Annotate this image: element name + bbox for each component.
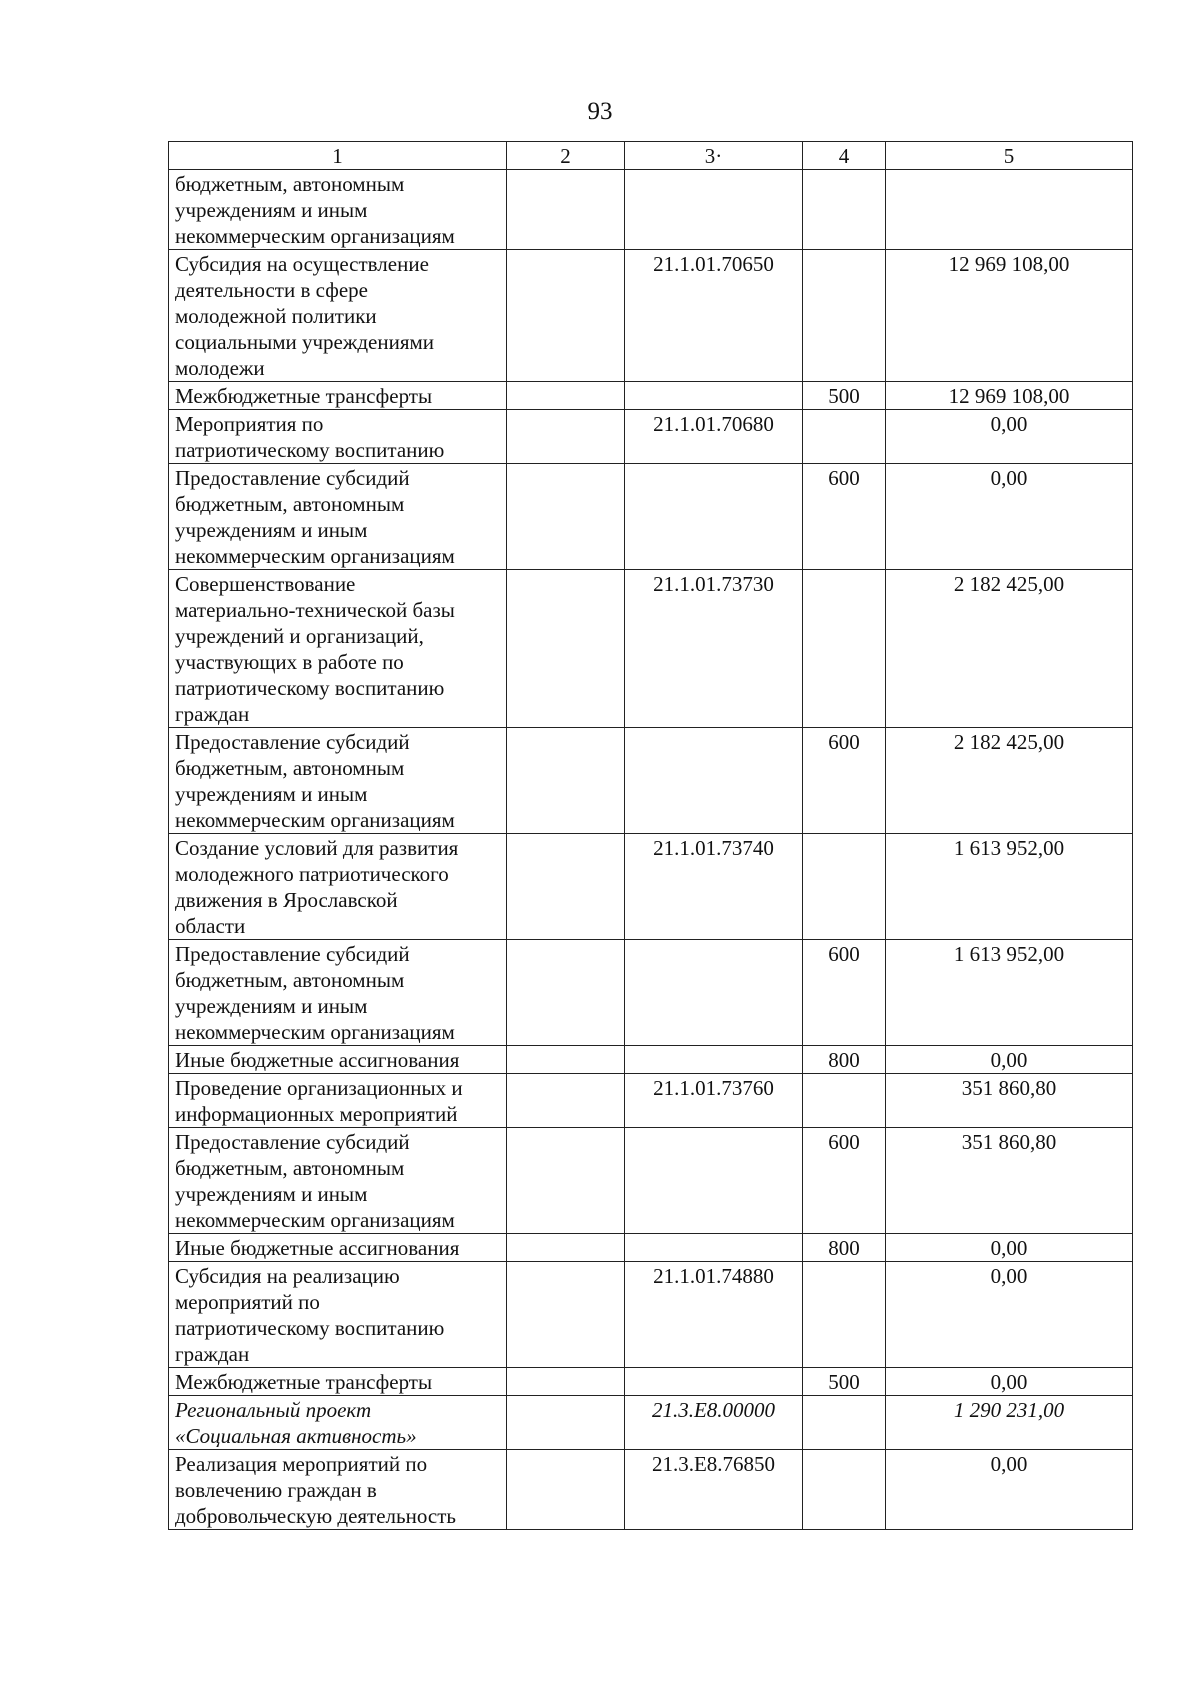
row-name-cell: Субсидия на осуществление деятельности в сфере молодежной политики социальными учреждениями молодежи bbox=[169, 250, 507, 382]
row-code-cell bbox=[625, 382, 803, 410]
row-code-cell: 21.1.01.70650 bbox=[625, 250, 803, 382]
table-row bbox=[169, 410, 1133, 464]
row-code-cell bbox=[625, 1368, 803, 1396]
table-row bbox=[169, 170, 1133, 250]
row-code-cell bbox=[625, 940, 803, 1046]
header-row bbox=[169, 142, 1133, 170]
row-amount-cell: 1 613 952,00 bbox=[886, 834, 1133, 940]
row-type-cell bbox=[803, 250, 886, 382]
row-name-cell: Предоставление субсидий бюджетным, автономным учреждениям и иным некоммерческим организациям bbox=[169, 728, 507, 834]
table-row bbox=[169, 250, 1133, 382]
row-code-cell: 21.1.01.73740 bbox=[625, 834, 803, 940]
row-name-cell: Иные бюджетные ассигнования bbox=[169, 1046, 507, 1074]
table-row bbox=[169, 1234, 1133, 1262]
row-col2-cell bbox=[507, 834, 625, 940]
table-row bbox=[169, 382, 1133, 410]
row-amount-cell: 351 860,80 bbox=[886, 1128, 1133, 1234]
row-col2-cell bbox=[507, 940, 625, 1046]
table-row bbox=[169, 464, 1133, 570]
row-type-cell: 800 bbox=[803, 1046, 886, 1074]
row-amount-cell: 0,00 bbox=[886, 1450, 1133, 1530]
row-name-cell: Иные бюджетные ассигнования bbox=[169, 1234, 507, 1262]
row-type-cell: 500 bbox=[803, 382, 886, 410]
row-col2-cell bbox=[507, 1074, 625, 1128]
row-type-cell: 600 bbox=[803, 728, 886, 834]
row-col2-cell bbox=[507, 170, 625, 250]
row-type-cell: 600 bbox=[803, 940, 886, 1046]
row-amount-cell: 0,00 bbox=[886, 1046, 1133, 1074]
row-code-cell bbox=[625, 728, 803, 834]
row-col2-cell bbox=[507, 1046, 625, 1074]
row-col2-cell bbox=[507, 728, 625, 834]
table-row bbox=[169, 1262, 1133, 1368]
column-header-5: 5 bbox=[886, 142, 1133, 170]
row-col2-cell bbox=[507, 1368, 625, 1396]
budget-table bbox=[168, 141, 1133, 1530]
row-type-cell: 600 bbox=[803, 464, 886, 570]
row-type-cell bbox=[803, 1450, 886, 1530]
table-row bbox=[169, 728, 1133, 834]
row-col2-cell bbox=[507, 250, 625, 382]
row-type-cell: 500 bbox=[803, 1368, 886, 1396]
column-header-4: 4 bbox=[803, 142, 886, 170]
row-amount-cell: 0,00 bbox=[886, 410, 1133, 464]
row-col2-cell bbox=[507, 1396, 625, 1450]
row-amount-cell: 1 290 231,00 bbox=[886, 1396, 1133, 1450]
row-amount-cell: 0,00 bbox=[886, 464, 1133, 570]
table-body bbox=[169, 170, 1133, 1530]
row-name-cell: Региональный проект «Социальная активность» bbox=[169, 1396, 507, 1450]
row-name-cell: Совершенствование материально-технической базы учреждений и организаций, участвующих в работе по патриотическому воспитанию граждан bbox=[169, 570, 507, 728]
column-header-1: 1 bbox=[169, 142, 507, 170]
row-name-cell: Предоставление субсидий бюджетным, автономным учреждениям и иным некоммерческим организациям bbox=[169, 1128, 507, 1234]
row-name-cell: Мероприятия по патриотическому воспитанию bbox=[169, 410, 507, 464]
row-amount-cell bbox=[886, 170, 1133, 250]
row-type-cell bbox=[803, 834, 886, 940]
row-type-cell bbox=[803, 570, 886, 728]
row-col2-cell bbox=[507, 1234, 625, 1262]
row-col2-cell bbox=[507, 1128, 625, 1234]
row-code-cell bbox=[625, 464, 803, 570]
row-name-cell: Межбюджетные трансферты bbox=[169, 382, 507, 410]
row-code-cell: 21.3.E8.76850 bbox=[625, 1450, 803, 1530]
row-code-cell: 21.3.E8.00000 bbox=[625, 1396, 803, 1450]
row-amount-cell: 351 860,80 bbox=[886, 1074, 1133, 1128]
row-code-cell bbox=[625, 1128, 803, 1234]
row-amount-cell: 12 969 108,00 bbox=[886, 382, 1133, 410]
row-code-cell: 21.1.01.73730 bbox=[625, 570, 803, 728]
page-number: 93 bbox=[587, 98, 613, 125]
row-type-cell bbox=[803, 410, 886, 464]
row-amount-cell: 1 613 952,00 bbox=[886, 940, 1133, 1046]
row-name-cell: Создание условий для развития молодежного патриотического движения в Ярославской области bbox=[169, 834, 507, 940]
row-name-cell: Проведение организационных и информационных мероприятий bbox=[169, 1074, 507, 1128]
row-type-cell bbox=[803, 170, 886, 250]
row-col2-cell bbox=[507, 464, 625, 570]
row-code-cell bbox=[625, 1046, 803, 1074]
row-amount-cell: 0,00 bbox=[886, 1234, 1133, 1262]
table-row bbox=[169, 1368, 1133, 1396]
row-amount-cell: 12 969 108,00 bbox=[886, 250, 1133, 382]
row-code-cell bbox=[625, 1234, 803, 1262]
row-type-cell bbox=[803, 1396, 886, 1450]
row-type-cell: 800 bbox=[803, 1234, 886, 1262]
row-col2-cell bbox=[507, 1450, 625, 1530]
row-amount-cell: 2 182 425,00 bbox=[886, 570, 1133, 728]
row-col2-cell bbox=[507, 570, 625, 728]
row-name-cell: Реализация мероприятий по вовлечению граждан в добровольческую деятельность bbox=[169, 1450, 507, 1530]
table-row bbox=[169, 1046, 1133, 1074]
row-type-cell bbox=[803, 1262, 886, 1368]
table-row bbox=[169, 1396, 1133, 1450]
table-row bbox=[169, 1074, 1133, 1128]
row-name-cell: Субсидия на реализацию мероприятий по патриотическому воспитанию граждан bbox=[169, 1262, 507, 1368]
row-code-cell bbox=[625, 170, 803, 250]
table-row bbox=[169, 940, 1133, 1046]
table-row bbox=[169, 570, 1133, 728]
table-row bbox=[169, 1128, 1133, 1234]
row-amount-cell: 0,00 bbox=[886, 1368, 1133, 1396]
row-type-cell: 600 bbox=[803, 1128, 886, 1234]
row-name-cell: Предоставление субсидий бюджетным, автономным учреждениям и иным некоммерческим организациям bbox=[169, 464, 507, 570]
row-amount-cell: 2 182 425,00 bbox=[886, 728, 1133, 834]
table-row bbox=[169, 834, 1133, 940]
column-header-3: 3· bbox=[625, 142, 803, 170]
row-col2-cell bbox=[507, 382, 625, 410]
row-code-cell: 21.1.01.74880 bbox=[625, 1262, 803, 1368]
row-name-cell: Межбюджетные трансферты bbox=[169, 1368, 507, 1396]
table-row bbox=[169, 1450, 1133, 1530]
row-col2-cell bbox=[507, 410, 625, 464]
column-header-2: 2 bbox=[507, 142, 625, 170]
row-amount-cell: 0,00 bbox=[886, 1262, 1133, 1368]
row-name-cell: Предоставление субсидий бюджетным, автономным учреждениям и иным некоммерческим организациям bbox=[169, 940, 507, 1046]
row-type-cell bbox=[803, 1074, 886, 1128]
row-name-cell: бюджетным, автономным учреждениям и иным некоммерческим организациям bbox=[169, 170, 507, 250]
row-col2-cell bbox=[507, 1262, 625, 1368]
row-code-cell: 21.1.01.70680 bbox=[625, 410, 803, 464]
row-code-cell: 21.1.01.73760 bbox=[625, 1074, 803, 1128]
